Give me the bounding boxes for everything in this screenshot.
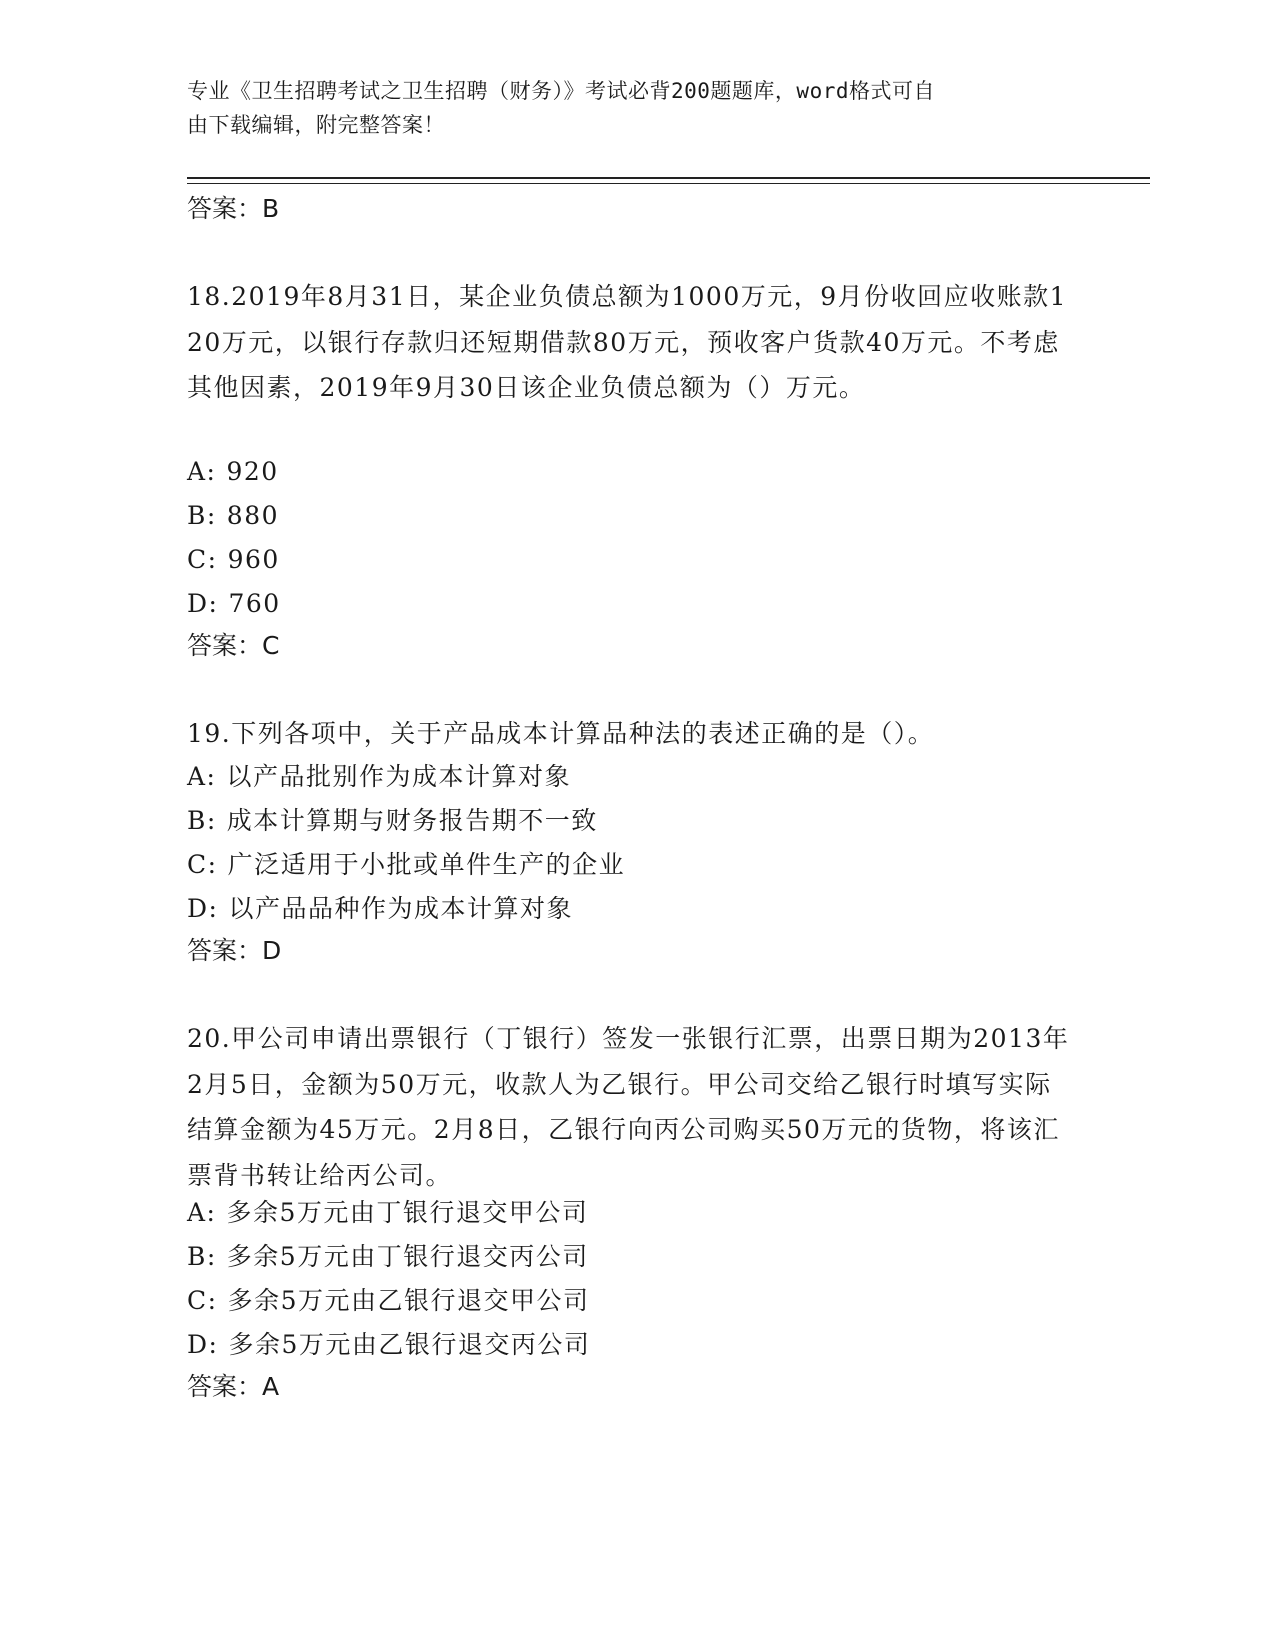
option-text: 以产品品种作为成本计算对象 xyxy=(228,894,573,923)
question-20-option-a xyxy=(187,1193,588,1233)
question-18-answer: 答案：C xyxy=(187,631,280,660)
option-text: 多余5万元由乙银行退交丙公司 xyxy=(228,1330,591,1359)
question-20-stem: 20.甲公司申请出票银行（丁银行）签发一张银行汇票，出票日期为2013年2月5日，金额为50万元，收款人为乙银行。甲公司交给乙银行时填写实际结算金额为45万元。2月8日，乙银行向丙公司购买50万元的货物，将该汇票背书转让给丙公司。 xyxy=(187,1024,1070,1190)
question-18-option-d xyxy=(187,584,281,624)
question-20-option-c xyxy=(187,1281,589,1321)
option-label: B: xyxy=(187,501,217,530)
question-19-stem: 19.下列各项中，关于产品成本计算品种法的表述正确的是（）。 xyxy=(187,719,935,748)
option-text: 多余5万元由乙银行退交甲公司 xyxy=(227,1286,590,1315)
option-text: 广泛适用于小批或单件生产的企业 xyxy=(227,850,626,879)
option-label: C: xyxy=(187,850,218,879)
option-label: A: xyxy=(187,457,217,486)
question-19-option-d xyxy=(187,889,573,929)
option-label: A: xyxy=(187,762,217,791)
question-19-option-a xyxy=(187,757,571,797)
question-18-option-c xyxy=(187,540,280,580)
option-label: B: xyxy=(187,1242,217,1271)
header-rule-thin xyxy=(187,183,1150,184)
option-label: D: xyxy=(187,1330,219,1359)
option-text: 成本计算期与财务报告期不一致 xyxy=(226,806,598,835)
option-text: 880 xyxy=(226,501,280,530)
option-label: C: xyxy=(187,545,218,574)
answer-previous: 答案：B xyxy=(187,194,280,223)
question-19-option-b xyxy=(187,801,598,841)
question-20-option-b xyxy=(187,1237,589,1277)
header-rule-thick xyxy=(187,177,1150,179)
option-text: 760 xyxy=(228,589,281,618)
option-label: D: xyxy=(187,894,219,923)
header-line-2: 由下载编辑，附完整答案！ xyxy=(187,113,445,137)
option-label: D: xyxy=(187,589,219,618)
option-text: 以产品批别作为成本计算对象 xyxy=(226,762,571,791)
question-18-option-a xyxy=(187,452,279,492)
question-20-answer: 答案：A xyxy=(187,1372,280,1401)
question-19-answer: 答案：D xyxy=(187,936,282,965)
question-19-option-c xyxy=(187,845,625,885)
option-text: 多余5万元由丁银行退交丙公司 xyxy=(226,1242,589,1271)
header-line-1: 专业《卫生招聘考试之卫生招聘（财务）》考试必背200题题库，word格式可自 xyxy=(187,79,935,103)
option-text: 920 xyxy=(226,457,279,486)
option-label: B: xyxy=(187,806,217,835)
option-label: A: xyxy=(187,1198,217,1227)
document-header xyxy=(187,74,1087,142)
option-label: C: xyxy=(187,1286,218,1315)
question-20-option-d xyxy=(187,1325,590,1365)
option-text: 多余5万元由丁银行退交甲公司 xyxy=(226,1198,589,1227)
question-18-stem: 18.2019年8月31日，某企业负债总额为1000万元，9月份收回应收账款120万元，以银行存款归还短期借款80万元，预收客户货款40万元。不考虑其他因素，2019年9月30日该企业负债总额为（）万元。 xyxy=(187,282,1068,402)
question-18-option-b xyxy=(187,496,279,536)
option-text: 960 xyxy=(227,545,280,574)
